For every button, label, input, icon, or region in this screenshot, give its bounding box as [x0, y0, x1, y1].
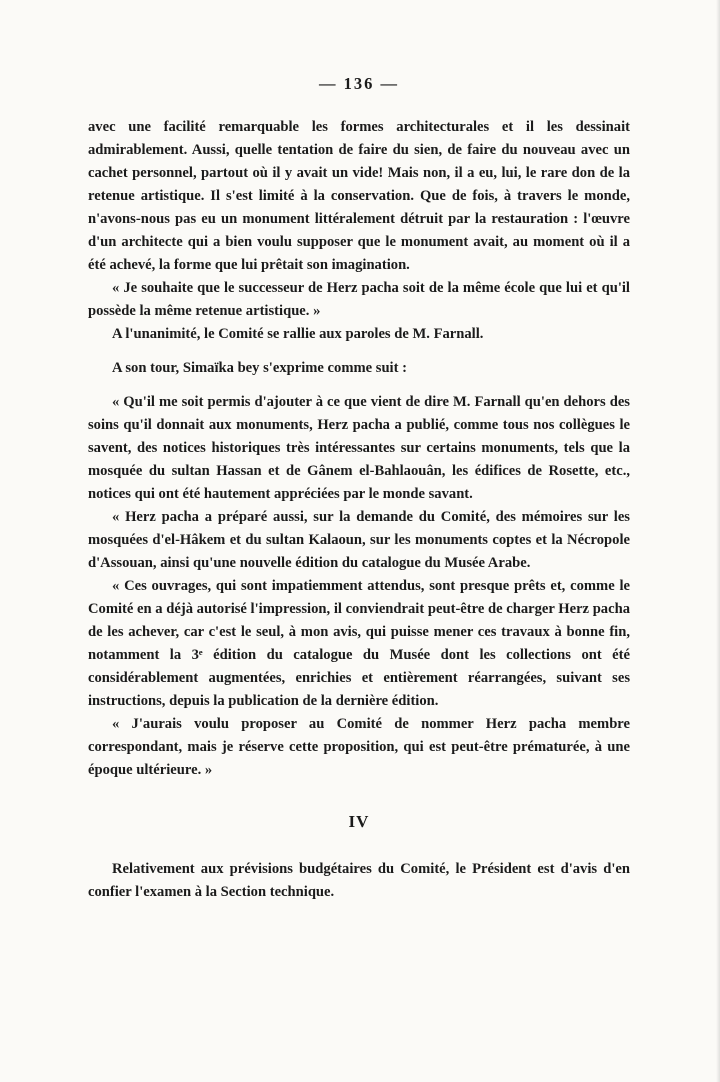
- paragraph-continuation: avec une facilité remarquable les formes architecturales et il les dessinait admirablement. Aussi, quelle tentation de faire du sien, de faire du nouveau avec un cachet personnel, partout où il y avait un vide! Mais non, il a eu, lui, le rare don de la retenue artistique. Il s'est limité à la conservation. Que de fois, à travers le monde, n'avons-nous pas eu un monument littéralement détruit par la restauration : l'œuvre d'un architecte qui a bien voulu supposer que le monument avait, au moment où il a été achevé, la forme que lui prêtait son imagination.: [88, 119, 630, 273]
- paragraph-quote-quil-me-soit-permis: « Qu'il me soit permis d'ajouter à ce que vient de dire M. Farnall qu'en dehors des soins qu'il donnait aux monuments, Herz pacha a publié, comme tous nos collègues le savent, des notices historiques très intéressantes sur certains monuments, tels que la mosquée du sultan Hassan et de Gânem el-Bahlaouân, les édifices de Rosette, etc., notices qui ont été hautement appréciées par le monde savant.: [88, 394, 630, 502]
- paragraph-simaika-intro: A son tour, Simaïka bey s'exprime comme suit :: [112, 360, 407, 376]
- paragraph-unanimite: A l'unanimité, le Comité se rallie aux paroles de M. Farnall.: [112, 326, 484, 342]
- paragraph-quote-herz-memoires: « Herz pacha a préparé aussi, sur la demande du Comité, des mémoires sur les mosquées d'el-Hâkem et du sultan Kalaoun, sur les monuments coptes et la Nécropole d'Assouan, ainsi qu'une nouvelle édition du catalogue du Musée Arabe.: [88, 509, 630, 571]
- paragraph-quote-jaurais-voulu: « J'aurais voulu proposer au Comité de nommer Herz pacha membre correspondant, mais je réserve cette proposition, qui est peut-être prématurée, à une époque ultérieure. »: [88, 716, 630, 778]
- page-content: [88, 116, 630, 904]
- paragraph-previsions-budgetaires: Relativement aux prévisions budgétaires du Comité, le Président est d'avis d'en confier l'examen à la Section technique.: [88, 861, 630, 900]
- section-heading-iv: IV: [348, 812, 370, 831]
- page-number: — 136 —: [319, 74, 399, 93]
- paragraph-quote-souhaite: « Je souhaite que le successeur de Herz pacha soit de la même école que lui et qu'il possède la même retenue artistique. »: [88, 280, 630, 319]
- paragraph-quote-ces-ouvrages: « Ces ouvrages, qui sont impatiemment attendus, sont presque prêts et, comme le Comité en a déjà autorisé l'impression, il conviendrait peut-être de charger Herz pacha de les achever, car c'est le seul, à mon avis, qui puisse mener ces travaux à bonne fin, notamment la 3ᵉ édition du catalogue du Musée dont les collections ont été considérablement augmentées, enrichies et entièrement réarrangées, suivant ses instructions, depuis la publication de la dernière édition.: [88, 578, 630, 709]
- scan-edge-shadow: [716, 0, 720, 1082]
